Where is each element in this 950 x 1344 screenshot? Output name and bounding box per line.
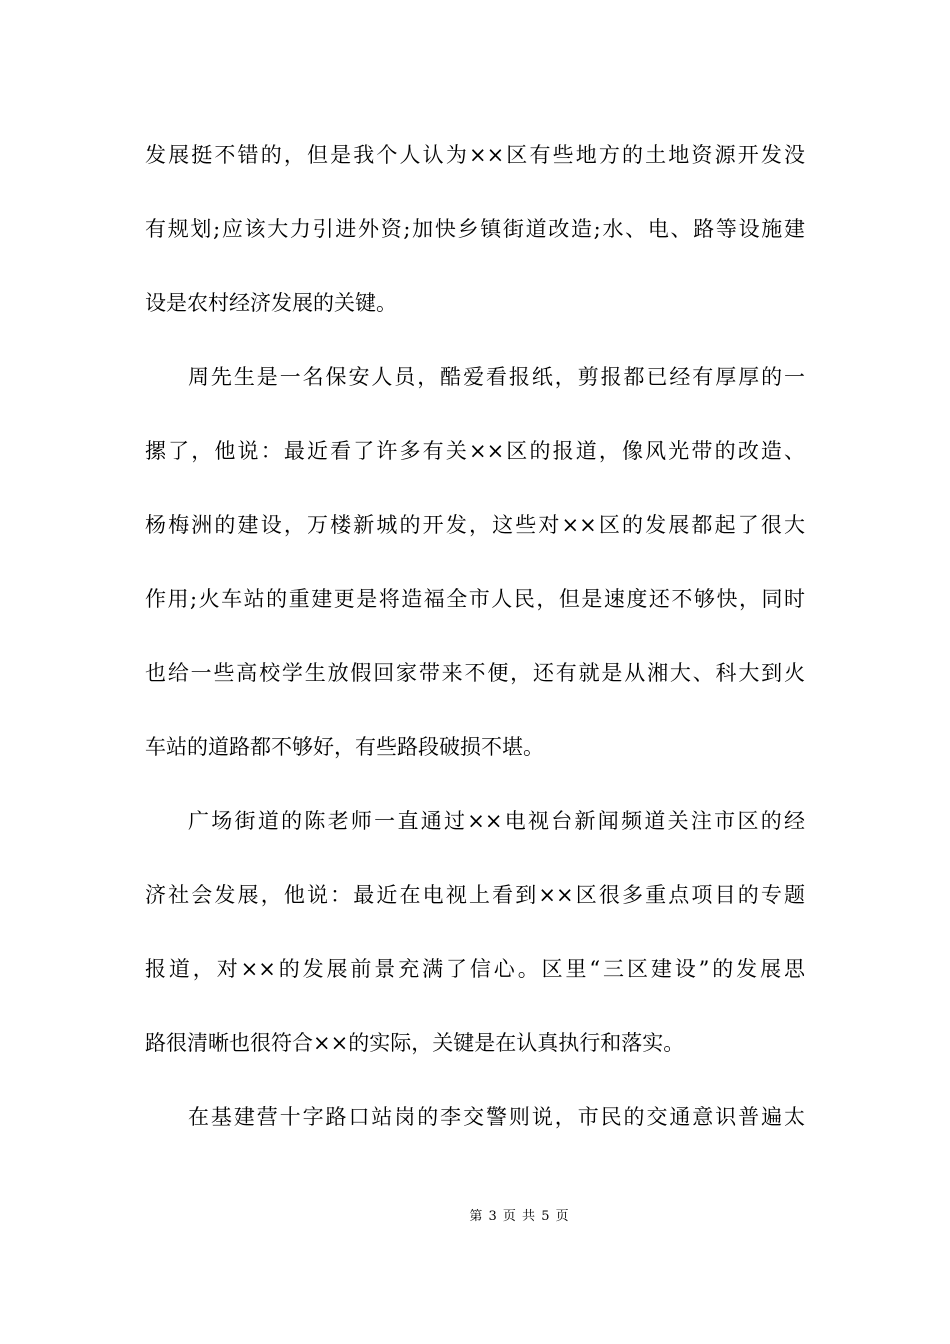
paragraph-2-line-1: 周先生是一名保安人员，酷爱看报纸，剪报都已经有厚厚的一	[188, 365, 805, 389]
paragraph-2-line-6: 车站的道路都不够好，有些路段破损不堪。	[145, 735, 544, 759]
paragraph-3-line-1: 广场街道的陈老师一直通过××电视台新闻频道关注市区的经	[188, 809, 805, 833]
paragraph-1-line-1: 发展挺不错的，但是我个人认为××区有些地方的土地资源开发没	[145, 143, 805, 167]
paragraph-2-line-5: 也给一些高校学生放假回家带来不便，还有就是从湘大、科大到火	[145, 661, 805, 685]
paragraph-1-line-2: 有规划;应该大力引进外资;加快乡镇街道改造;水、电、路等设施建	[145, 217, 805, 241]
paragraph-3-line-3: 报道，对××的发展前景充满了信心。区里“三区建设”的发展思	[145, 957, 805, 981]
paragraph-3-line-2: 济社会发展，他说：最近在电视上看到××区很多重点项目的专题	[145, 883, 805, 907]
paragraph-2-line-2: 摞了，他说：最近看了许多有关××区的报道，像风光带的改造、	[145, 439, 805, 463]
paragraph-4-line-1: 在基建营十字路口站岗的李交警则说，市民的交通意识普遍太	[188, 1105, 805, 1129]
paragraph-3-line-4: 路很清晰也很符合××的实际，关键是在认真执行和落实。	[145, 1031, 685, 1055]
paragraph-2-line-4: 作用;火车站的重建更是将造福全市人民，但是速度还不够快，同时	[145, 587, 805, 611]
paragraph-1-line-3: 设是农村经济发展的关键。	[145, 291, 397, 315]
paragraph-2-line-3: 杨梅洲的建设，万楼新城的开发，这些对××区的发展都起了很大	[145, 513, 805, 537]
page-number-footer: 第 3 页 共 5 页	[469, 1209, 569, 1224]
